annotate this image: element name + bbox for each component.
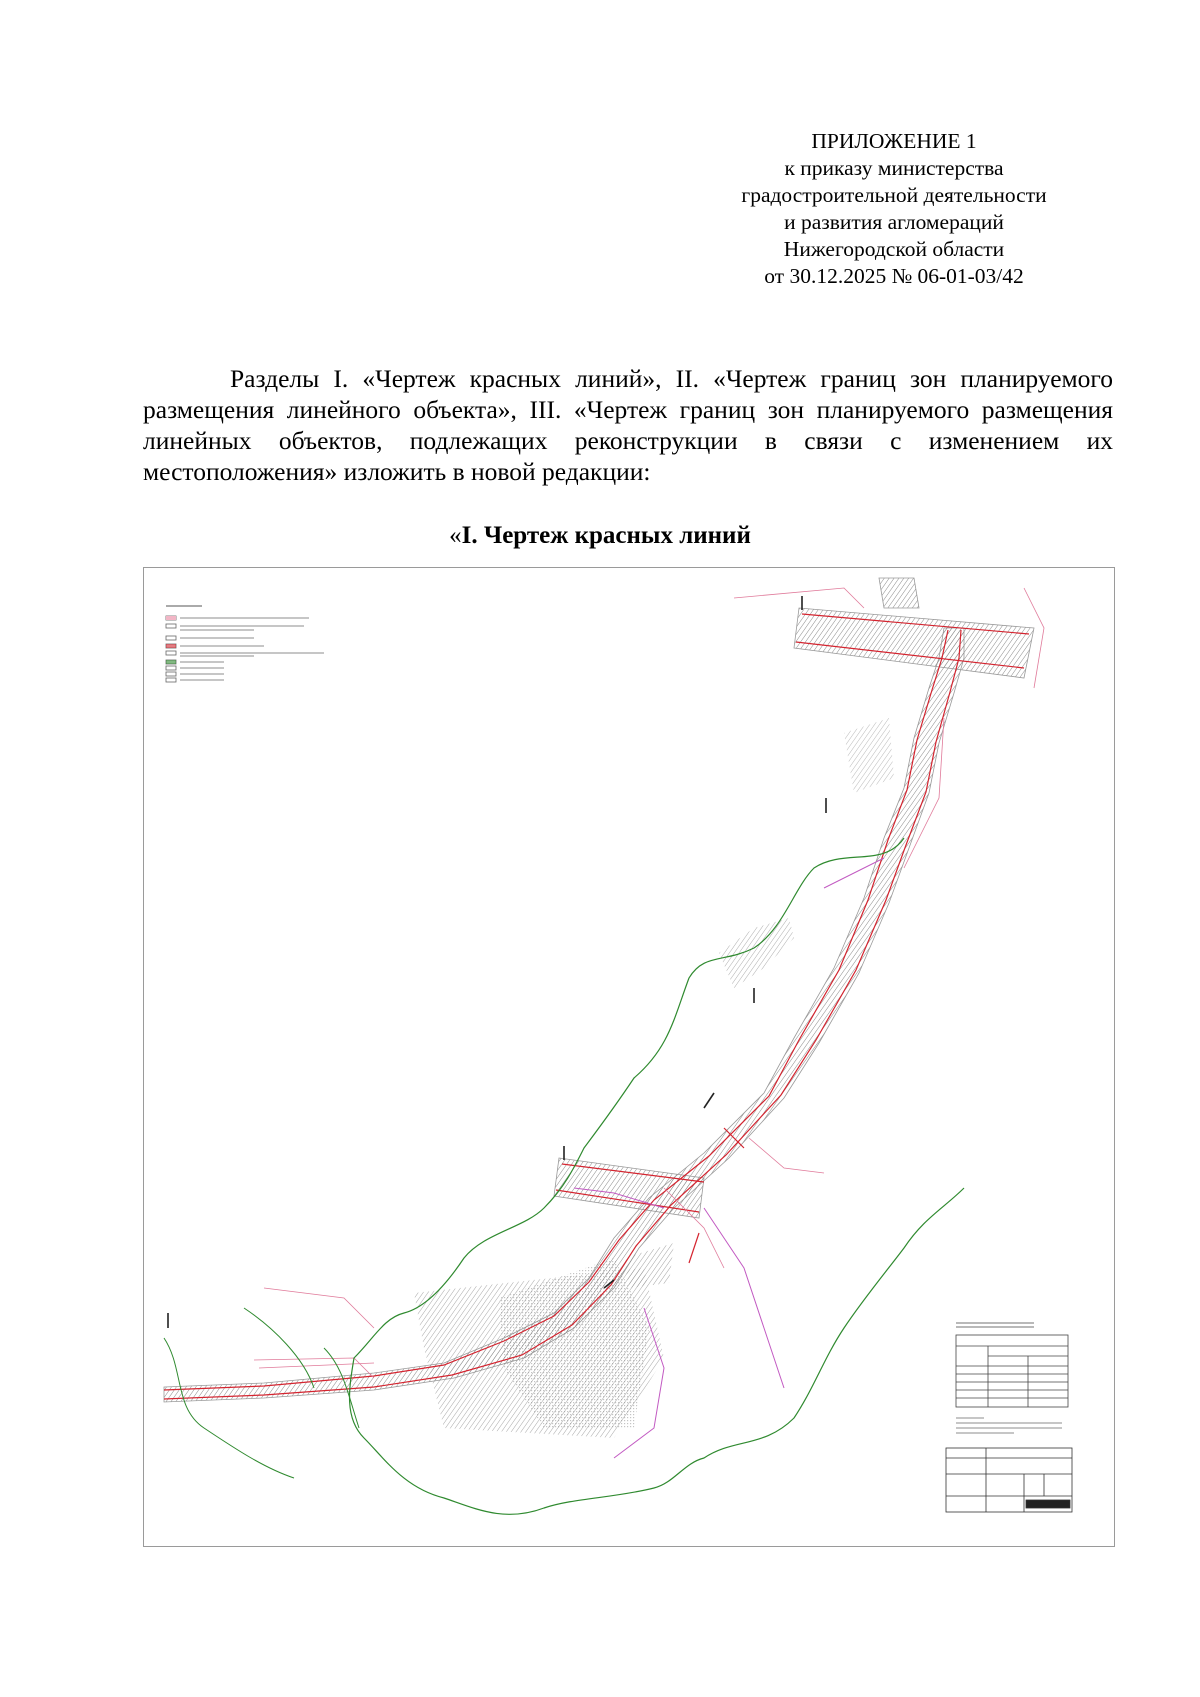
appendix-header [674,128,1114,290]
appendix-line-4: Нижегородской области [783,237,1005,261]
title-block [946,1448,1072,1512]
section-title-text: I. Чертеж красных линий [461,522,751,549]
appendix-title: ПРИЛОЖЕНИЕ 1 [811,129,977,153]
appendix-line-2: градостроительной деятельности [741,183,1047,207]
appendix-date-number: от 30.12.2025 № 06-01-03/42 [764,264,1024,288]
appendix-line-3: и развития агломераций [784,210,1004,234]
red-lines-drawing [143,567,1115,1547]
legend-block [166,606,324,682]
intro-text: Разделы I. «Чертеж красных линий», II. «Чертеж границ зон планируемого размещения линейного объекта», III. «Чертеж границ зон планируемого размещения линейных объектов, подлежащих реконструкции в связи с изменением их местоположения» изложить в новой редакции: [143,364,1113,486]
notes-block [956,1418,1062,1433]
coordinates-table [956,1323,1068,1407]
appendix-line-1: к приказу министерства [784,156,1004,180]
open-quote: « [449,522,462,549]
road-corridor [164,578,1034,1438]
intro-paragraph [143,363,1113,487]
drawing-canvas [144,568,1114,1546]
section-title [0,522,1200,550]
